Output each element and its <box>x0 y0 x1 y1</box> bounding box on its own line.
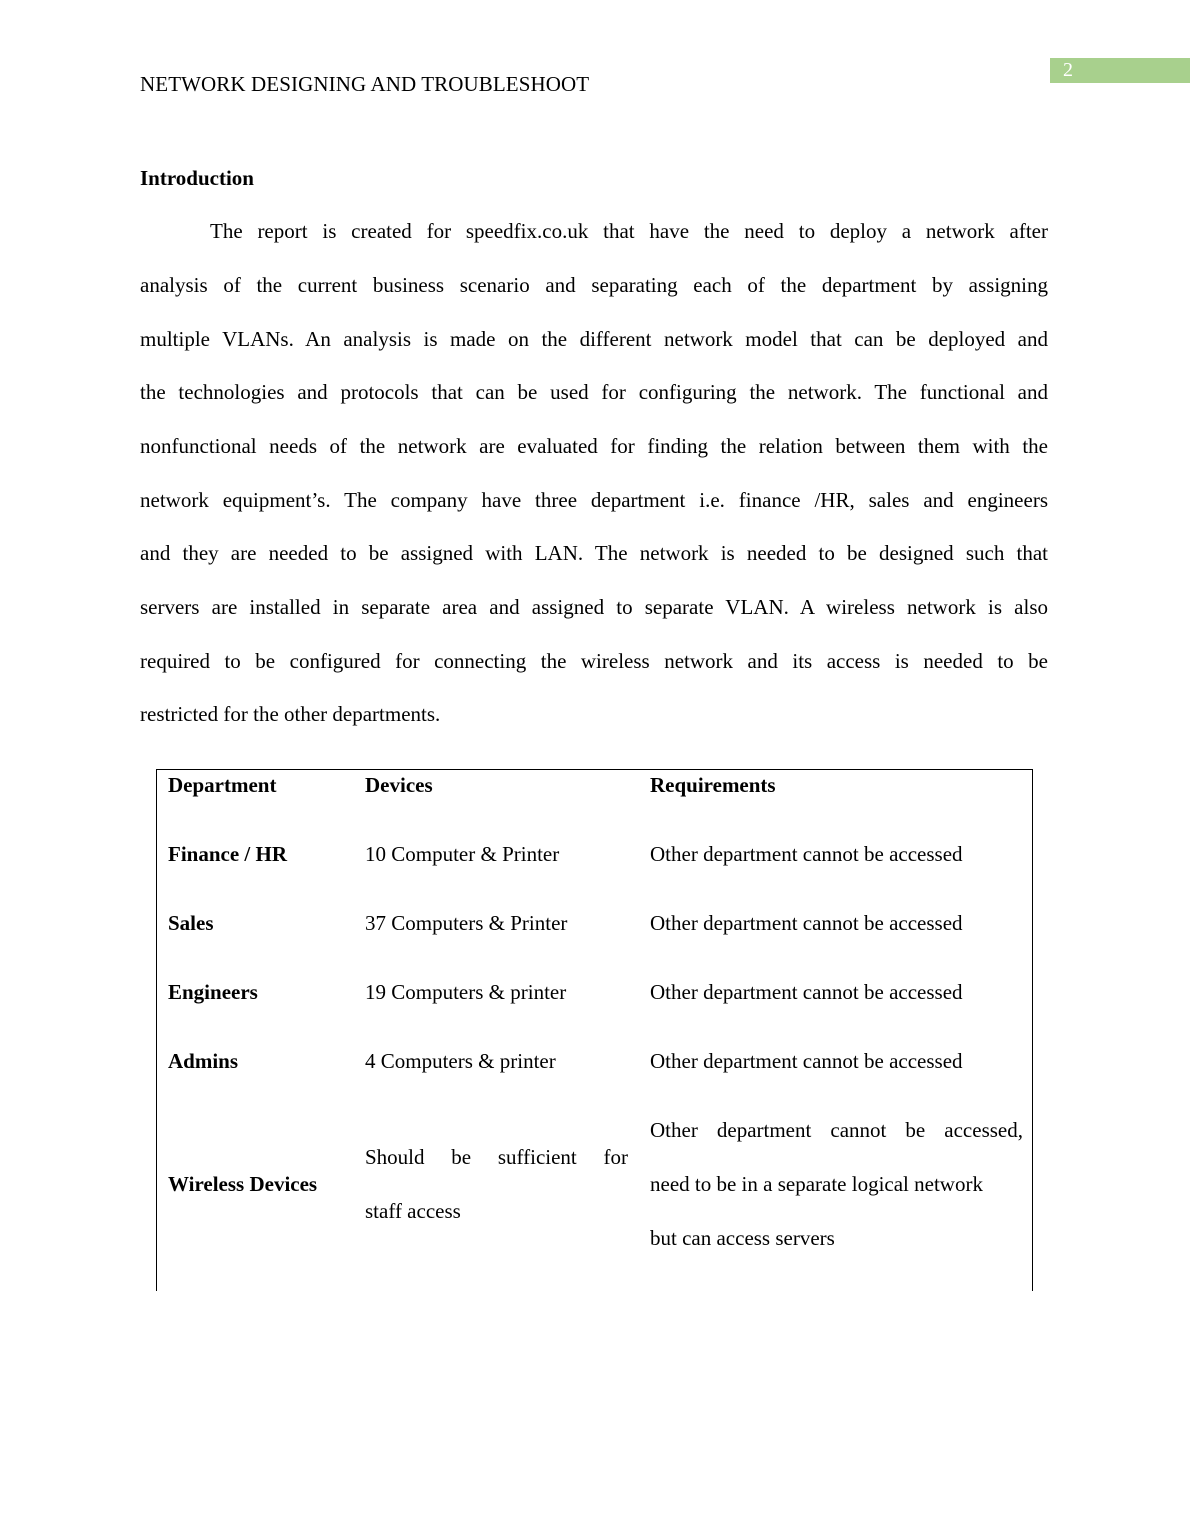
paragraph-line: required to be configured for connecting the wireless network and its access is needed to be <box>140 649 1048 673</box>
cell-requirements-line: Other department cannot be accessed, <box>650 1118 1023 1142</box>
paragraph-line: nonfunctional needs of the network are evaluated for finding the relation between them with the <box>140 434 1048 458</box>
cell-devices: 4 Computers & printer <box>365 1049 556 1073</box>
cell-requirements-line: need to be in a separate logical network <box>650 1172 983 1196</box>
cell-devices: 19 Computers & printer <box>365 980 567 1004</box>
cell-department: Wireless Devices <box>168 1172 318 1196</box>
paragraph-line: the technologies and protocols that can be used for configuring the network. The functional and <box>140 380 1048 404</box>
requirements-table <box>156 769 1033 1291</box>
cell-devices-line: Should be sufficient for <box>365 1145 628 1169</box>
paragraph-line: and they are needed to be assigned with LAN. The network is needed to be designed such that <box>140 541 1048 565</box>
section-heading-introduction: Introduction <box>140 166 254 190</box>
cell-requirements: Other department cannot be accessed <box>650 1049 963 1073</box>
table-header-department: Department <box>168 773 277 797</box>
table-header-devices: Devices <box>365 773 433 797</box>
page-number: 2 <box>1063 59 1073 81</box>
paragraph-line: multiple VLANs. An analysis is made on the different network model that can be deployed and <box>140 327 1048 351</box>
paragraph-line: restricted for the other departments. <box>140 702 441 726</box>
running-head: NETWORK DESIGNING AND TROUBLESHOOT <box>140 72 590 96</box>
cell-department: Engineers <box>168 980 258 1004</box>
cell-devices-line: staff access <box>365 1199 461 1223</box>
paragraph-line: servers are installed in separate area and assigned to separate VLAN. A wireless network is also <box>140 595 1048 619</box>
cell-requirements: Other department cannot be accessed <box>650 980 963 1004</box>
table-header-requirements: Requirements <box>650 773 776 797</box>
paragraph-line: The report is created for speedfix.co.uk that have the need to deploy a network after <box>210 219 1048 243</box>
cell-department: Sales <box>168 911 214 935</box>
cell-requirements: Other department cannot be accessed <box>650 911 963 935</box>
cell-devices: 37 Computers & Printer <box>365 911 568 935</box>
cell-department: Admins <box>168 1049 239 1073</box>
cell-requirements: Other department cannot be accessed <box>650 842 963 866</box>
paragraph-line: analysis of the current business scenario and separating each of the department by assigning <box>140 273 1048 297</box>
cell-department: Finance / HR <box>168 842 287 866</box>
paragraph-line: network equipment’s. The company have three department i.e. finance /HR, sales and engineers <box>140 488 1048 512</box>
cell-requirements-line: but can access servers <box>650 1226 835 1250</box>
cell-devices: 10 Computer & Printer <box>365 842 560 866</box>
